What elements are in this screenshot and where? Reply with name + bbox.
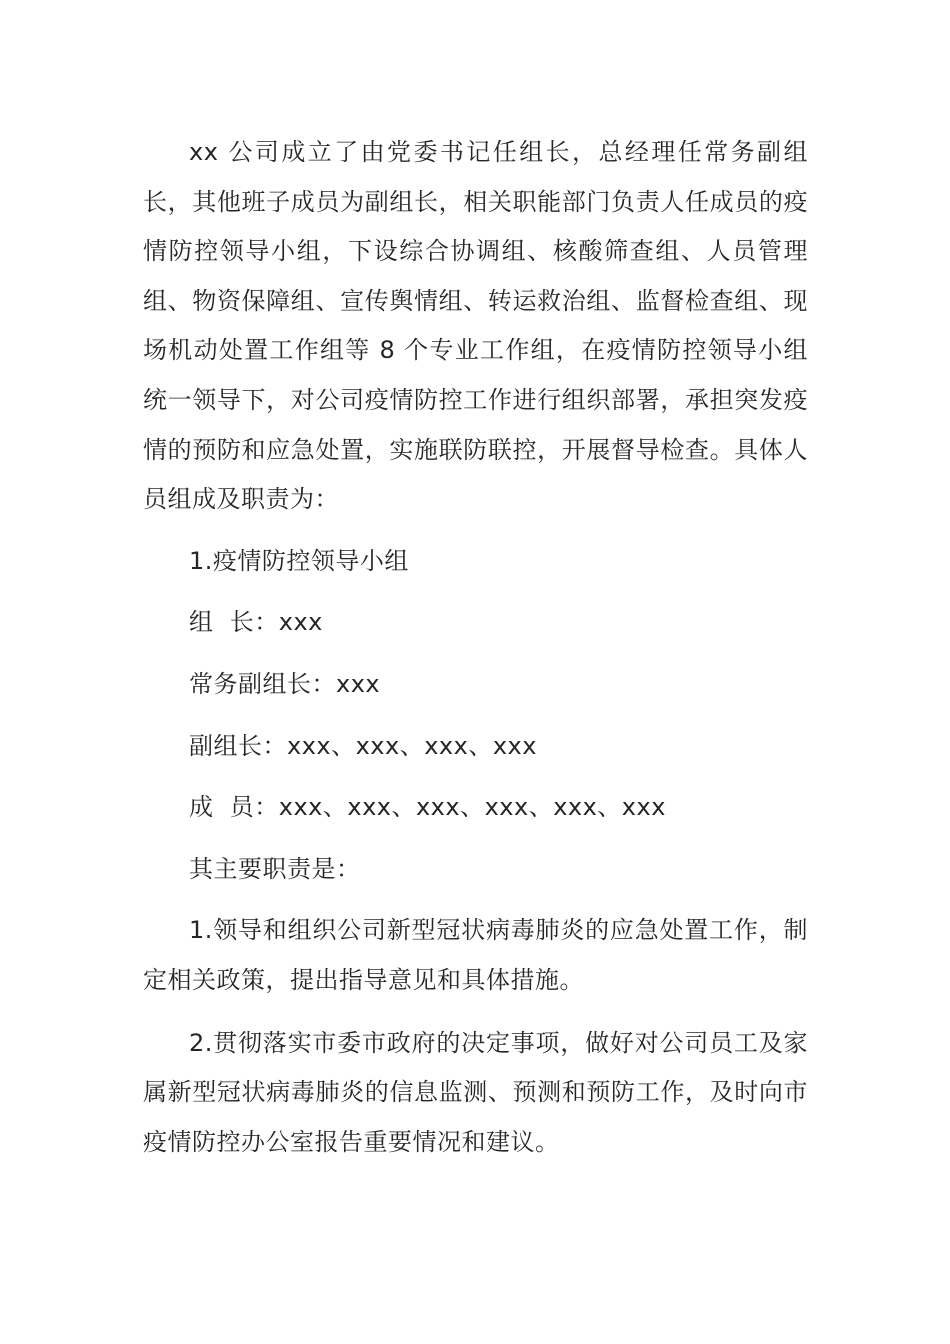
duty-item-2: 2.贯彻落实市委市政府的决定事项，做好对公司员工及家属新型冠状病毒肺炎的信息监测、预测和预防工作，及时向市疫情防控办公室报告重要情况和建议。: [143, 1028, 808, 1156]
duties-intro: 其主要职责是：: [189, 854, 361, 883]
executive-deputy-leader-line: 常务副组长：xxx: [189, 669, 381, 698]
duty-item-1: 1.领导和组织公司新型冠状病毒肺炎的应急处置工作，制定相关政策，提出指导意见和具体措施。: [143, 916, 808, 994]
intro-paragraph: xx 公司成立了由党委书记任组长，总经理任常务副组长，其他班子成员为副组长，相关职能部门负责人任成员的疫情防控领导小组，下设综合协调组、核酸筛查组、人员管理组、物资保障组、宣传舆情组、转运救治组、监督检查组、现场机动处置工作组等 8 个专业工作组，在疫情防控领导小组统一领导下，对公司疫情防控工作进行组织部署，承担突发疫情的预防和应急处置，实施联防联控，开展督导检查。具体人员组成及职责为：: [143, 138, 808, 514]
deputy-leaders-line: 副组长：xxx、xxx、xxx、xxx: [189, 731, 537, 760]
team-leader-line: 组 长：xxx: [189, 608, 323, 637]
members-line: 成 员：xxx、xxx、xxx、xxx、xxx、xxx: [189, 793, 666, 822]
document-body: [143, 128, 808, 1167]
section-heading-leadership-group: 1.疫情防控领导小组: [189, 546, 409, 575]
